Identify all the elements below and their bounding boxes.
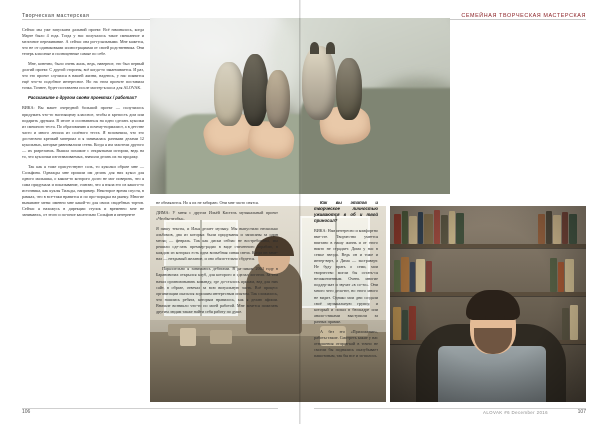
footer-note-right: ALOVAK #6 December 2016 (482, 410, 548, 415)
question-heading: Как вы этапов и творческое личностью уживаются в об и твой приносил? (314, 200, 378, 223)
paragraph: Сейчас мы уже запускаем дальний проект. Всё начиналось, когда Марте было 4 года. Тогда у нас получалось такое смешанное и мелочное переживание. А сейчас она ри-гуляльными. Мне кажется, что не от одинаковыми иллюстрациями от своей родственника. Они теперь классные и полноценные самые по себе. (22, 27, 144, 57)
folio-left: 106 (22, 409, 31, 415)
man-in-library-portrait-photo (390, 206, 586, 402)
left-column-1 (22, 27, 144, 222)
paragraph: ВИКА: Нам интересно и комфортно вме-сте. Творчество умеется впитано в нашу жизнь и от этого никто не страдает. Дима у нас в семье звезда. Ведь он и тоже и интер-верт, а Дима — экстраверт. Не буду врать о семи, мои творчество могли бы остать-ся незаконченным. Очень многие поддер-жат и звучат «в со-то». Они много чего дела-ют, но этого много не видит. Однако мои дни создали своё музыкальную группу, и который и попал в бюскадре или анало-стиками выступили за разных прямке. (314, 228, 378, 324)
paragraph: А без его «Приложение», работы такие. Смотреть какие у нас отношения отправ-кай в точно не смогли бы поднялись оказубывает пашотовым, так бы все и за-пилось. (314, 328, 378, 358)
paragraph: не обнаялится. Но я их не забираю. Они мне часто снятся. (156, 200, 259, 205)
paragraph: Так как я тоже присутствуют соль, то куколки образе мне — Сольфина. Однажды мне пришли им делать для них кукол для одного малышка, о каком-то которого долго не мог поверить, что я сама придумала и показывание, считаю, что я взяла его из какого-то источника, как куклы Тильды, например. Некоторое время спустя, в рамках, что в все-таки нравится и по про-порядка на рынку. Многие вызывают меня: именно мне какой-то для своих свадебных тортов. Сейчас я нахожусь в дирекции ступок и временно мне не занимаюсь, от этого и по-иное касательно Сольфин и интернете (22, 163, 144, 218)
paragraph: Я пишу тексты, и Илья делает музыку. Мы выпустили несколько альбомов, два из которых были придуманы и записаны за один месяц — февраль. Так как диски сейчас не востребованы, мы решили сде-лать премьер-радио в виде стиченного кораблю, в каждом из которых есть одна вопьебная синяя свеча. Когда он заме-нал — нездымый желание, и оно обяза-тельно сбудется. (156, 226, 278, 262)
footer-rule-right (314, 408, 586, 409)
running-head-right: СЕМЕЙНАЯ ТВОРЧЕСКАЯ МАСТЕРСКАЯ (461, 13, 586, 19)
footer-rule-left (22, 408, 278, 409)
spread-gutter (299, 0, 301, 424)
question-heading: Расскажите о другом своём проектах / работах? (28, 95, 137, 101)
right-column-1 (314, 200, 378, 363)
folio-right: 107 (577, 409, 586, 415)
paragraph: ВИКА: Вы макет очередной большой проект — получилось придумать что-то настоящему классное, чтобы и крепость дом или подарить друзьям. В итоге и осознаваться на идеи сделать куколки из смешного теста. По образованию я почему-нормалист, а в детстве часто и много лепила из солёного теста. Я вспомнила, что это достаточно крепкий материал и я занималась разными делами 12 кукольных, которые равновалили стена. Когда я им захотели другого — их разрезаешь. Вышла похожие с открытками истории, ведь на то, что куклочки изготавливаемых, значили делать их на продажу. (22, 105, 144, 159)
paragraph: Параллельно я занимаюсь дебатами. В ра-ликом 2004 году в Барановичах открылся клуб, для которого и сделал логотип. За-тем начал организовывать команду, где до-сталось ирисам, вед для них сайт, в образе, отвечал за всю визуальную часть. Всё процесс организации оказался хорошим интересным опытом. Так сложилось, что нашлись ребята, которым нравилось, как я делаю афиши. Вначале возникло что-то по моей работой. Мне хочется пожелать другим людям также найти себя работу по душе. (156, 266, 279, 314)
left-column-2 (156, 200, 278, 319)
running-head-left: Творческая мастерская (22, 13, 90, 19)
paragraph: Мне, конечно, было очень жаль, ведь, наверное, это был первый долгий проект. С другой стороны, всё когда-то заканчивается. И раз, что это проект случился в нашей жизни, надеюсь, у нас появится ещё что-то подобное интересное. Но на этом проекте поставила точка. Точнее, будет поставлена после мастер-класса для ALOVAK. (22, 61, 144, 91)
speaker-paragraph: ДИМА: У меня с другом Ильёй Кастель музыкальный проект «Чтобы-чтобы». (156, 210, 278, 222)
